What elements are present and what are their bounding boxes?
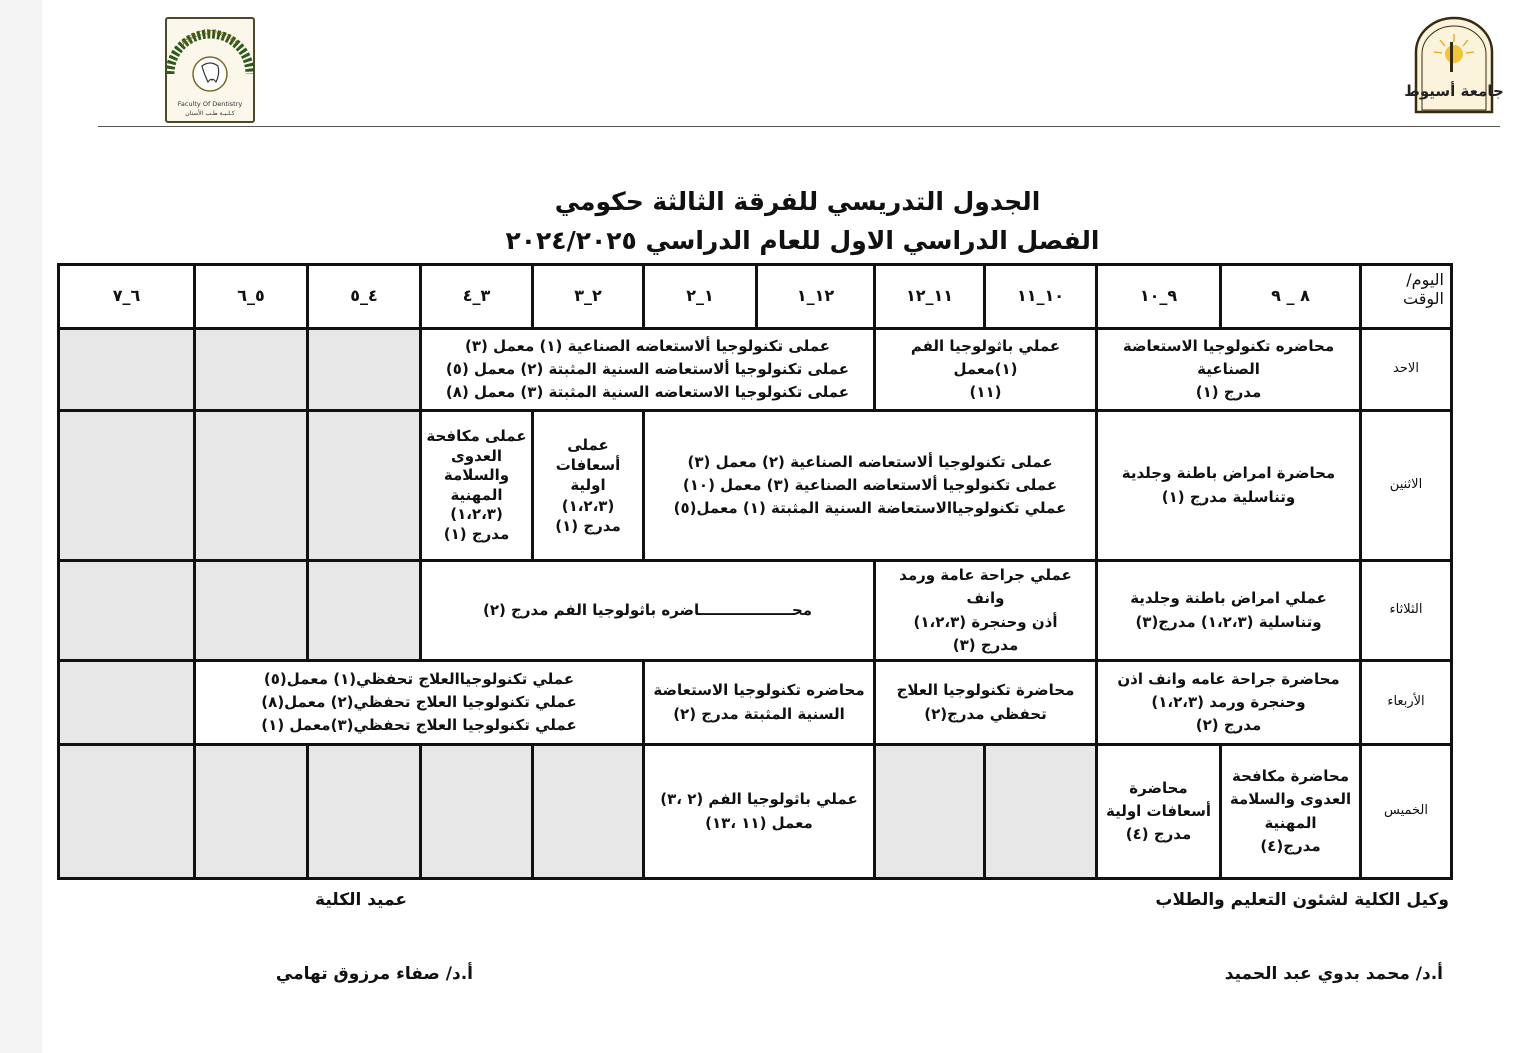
class-cell: محاضره تكنولوجيا الاستعاضة الصناعية مدرج (١) xyxy=(1097,329,1361,411)
header-divider xyxy=(98,126,1500,127)
time-slot: ٦_٧ xyxy=(59,265,195,329)
empty-slot xyxy=(533,745,644,879)
class-cell: عملى تكنولوجيا ألاستعاضه الصناعية (٢) معمل (٣) عملى تكنولوجيا ألاستعاضه الصناعية (٣) معمل (١٠) عملي تكنولوجياالاستعاضة السنية المثبتة (١) معمل(٥) xyxy=(644,411,1097,561)
svg-text:Assiut University: Assiut University xyxy=(179,27,241,47)
faculty-of-dentistry-logo xyxy=(160,12,260,127)
time-slot: ٩_١٠ xyxy=(1097,265,1221,329)
class-cell: عملى مكافحة العدوى والسلامة المهنية (١،٢،٣) مدرج (١) xyxy=(421,411,533,561)
dean-name: أ.د/ صفاء مرزوق تهامي xyxy=(275,964,473,984)
empty-slot xyxy=(421,745,533,879)
time-slot: ١٢_١ xyxy=(757,265,875,329)
class-cell: عملي باثولوجيا الفم (١)معمل (١١) xyxy=(875,329,1097,411)
day-row-monday xyxy=(59,411,1452,561)
time-slot: ١١_١٢ xyxy=(875,265,985,329)
empty-slot xyxy=(308,411,421,561)
empty-slot xyxy=(875,745,985,879)
class-cell: محاضرة تكنولوجيا العلاج تحفظي مدرج(٢) xyxy=(875,661,1097,745)
day-row-sunday xyxy=(59,329,1452,411)
class-cell: عملى أسعافات اولية (١،٢،٣) مدرج (١) xyxy=(533,411,644,561)
page-title: الجدول التدريسي للفرقة الثالثة حكومي xyxy=(554,187,1041,216)
empty-slot xyxy=(59,661,195,745)
empty-slot xyxy=(195,745,308,879)
class-cell: عملي امراض باطنة وجلدية وتناسلية (١،٢،٣) مدرج(٣) xyxy=(1097,561,1361,661)
day-label: الاثنين xyxy=(1361,411,1452,561)
vice-dean-title: وكيل الكلية لشئون التعليم والطلاب xyxy=(1155,890,1449,910)
time-slot: ١٠_١١ xyxy=(985,265,1097,329)
class-cell: محــــــــــــــــــاضره باثولوجيا الفم مدرج (٢) xyxy=(421,561,875,661)
page-subtitle: الفصل الدراسي الاول للعام الدراسي ٢٠٢٤/٢٠٢٥ xyxy=(505,226,1100,255)
empty-slot xyxy=(195,329,308,411)
class-cell: عملي تكنولوجياالعلاج تحفظي(١) معمل(٥) عملي تكنولوجيا العلاج تحفظي(٢) معمل(٨) عملي تكنولوجيا العلاج تحفظي(٣)معمل (١) xyxy=(195,661,644,745)
empty-slot xyxy=(59,411,195,561)
day-label: الأربعاء xyxy=(1361,661,1452,745)
time-slot: ٥_٦ xyxy=(195,265,308,329)
class-cell: عملى تكنولوجيا ألاستعاضه الصناعية (١) معمل (٣) عملى تكنولوجيا ألاستعاضه السنية المثبتة (٢) معمل (٥) عملى تكنولوجيا الاستعاضه السنية المثبتة (٣) معمل (٨) xyxy=(421,329,875,411)
day-row-tuesday xyxy=(59,561,1452,661)
empty-slot xyxy=(985,745,1097,879)
assiut-university-logo xyxy=(1404,12,1504,116)
day-label: الخميس xyxy=(1361,745,1452,879)
class-cell: عملي باثولوجيا الفم (٢ ،٣) معمل (١١ ،١٣) xyxy=(644,745,875,879)
empty-slot xyxy=(59,561,195,661)
time-slot: ١_٢ xyxy=(644,265,757,329)
dean-title: عميد الكلية xyxy=(315,890,407,910)
empty-slot xyxy=(308,329,421,411)
class-cell: عملي جراحة عامة ورمد وانف أذن وحنجرة (١،٢،٣) مدرج (٣) xyxy=(875,561,1097,661)
class-cell: محاضرة مكافحة العدوى والسلامة المهنية مدرج(٤) xyxy=(1221,745,1361,879)
day-time-corner: اليوم/ الوقت xyxy=(1361,265,1452,329)
day-label: الثلاثاء xyxy=(1361,561,1452,661)
empty-slot xyxy=(59,745,195,879)
time-slot: ٢_٣ xyxy=(533,265,644,329)
class-cell: محاضرة امراض باطنة وجلدية وتناسلية مدرج (١) xyxy=(1097,411,1361,561)
empty-slot xyxy=(59,329,195,411)
empty-slot xyxy=(308,561,421,661)
svg-text:جامعة أسيوط: جامعة أسيوط xyxy=(1404,82,1504,100)
schedule-table xyxy=(57,263,1453,880)
svg-text:كـلـيـة طـب الأسنان: كـلـيـة طـب الأسنان xyxy=(185,110,235,117)
empty-slot xyxy=(308,745,421,879)
time-header-row xyxy=(59,265,1452,329)
vice-dean-name: أ.د/ محمد بدوي عبد الحميد xyxy=(1224,964,1443,984)
time-slot: ٤_٥ xyxy=(308,265,421,329)
time-slot: ٨ _ ٩ xyxy=(1221,265,1361,329)
class-cell: محاضرة جراحة عامه وانف اذن وحنجرة ورمد (١،٢،٣) مدرج (٢) xyxy=(1097,661,1361,745)
day-row-thursday xyxy=(59,745,1452,879)
svg-text:Faculty Of Dentistry: Faculty Of Dentistry xyxy=(177,100,243,108)
empty-slot xyxy=(195,561,308,661)
day-label: الاحد xyxy=(1361,329,1452,411)
day-row-wednesday xyxy=(59,661,1452,745)
class-cell: محاضره تكنولوجيا الاستعاضة السنية المثبتة مدرج (٢) xyxy=(644,661,875,745)
class-cell: محاضرة أسعافات اولية مدرج (٤) xyxy=(1097,745,1221,879)
empty-slot xyxy=(195,411,308,561)
time-slot: ٣_٤ xyxy=(421,265,533,329)
